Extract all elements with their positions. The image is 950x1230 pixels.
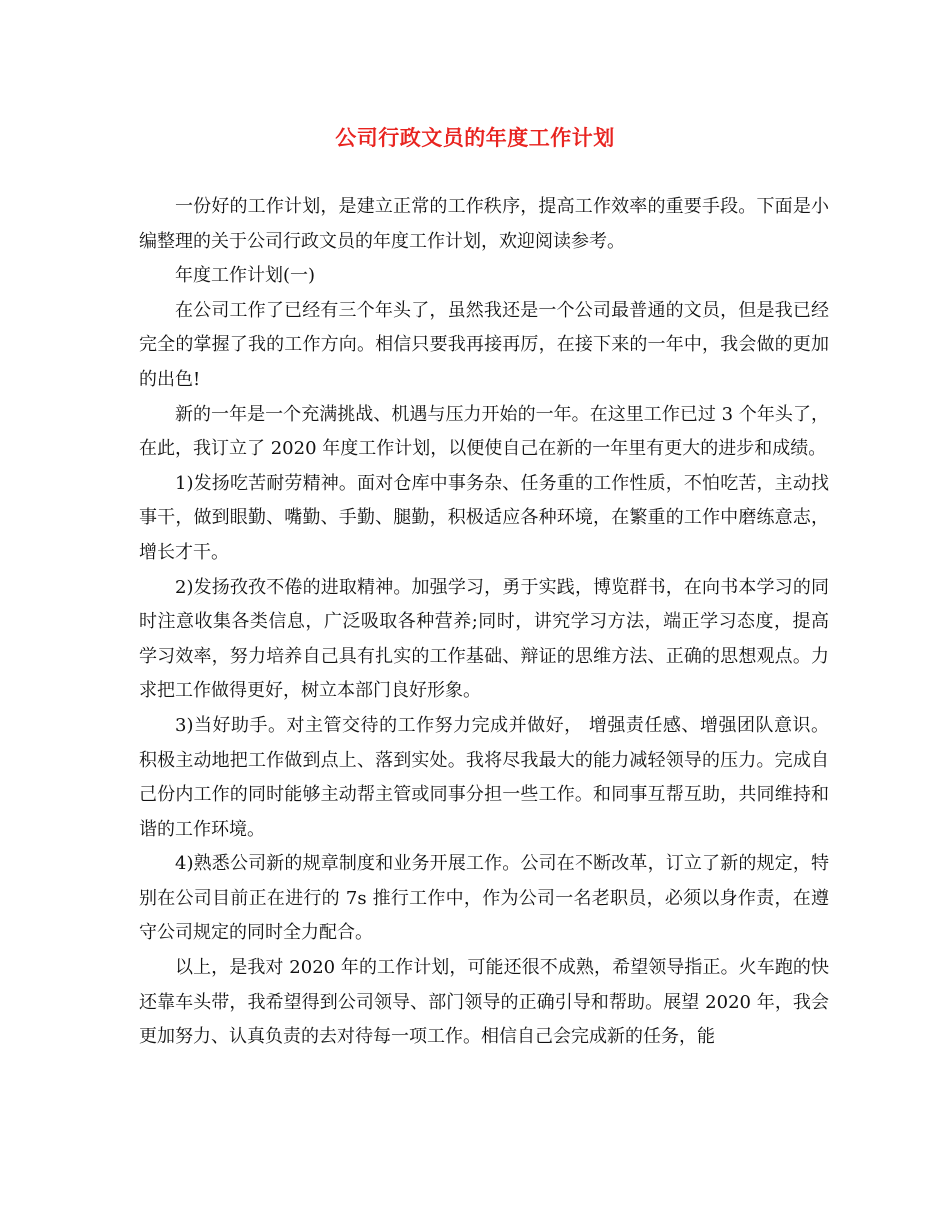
paragraph-item-3: 3)当好助手。对主管交待的工作努力完成并做好， 增强责任感、增强团队意识。积极主动地把工作做到点上、落到实处。我将尽我最大的能力减轻领导的压力。完成自己份内工作的同时能够主动帮主管或同事分担一些工作。和同事互帮互助，共同维持和谐的工作环境。: [139, 714, 829, 840]
intro-paragraph: 一份好的工作计划，是建立正常的工作秩序，提高工作效率的重要手段。下面是小编整理的关于公司行政文员的年度工作计划，欢迎阅读参考。: [139, 196, 829, 252]
document-body: [139, 190, 829, 1055]
paragraph-conclusion: 以上，是我对 2020 年的工作计划，可能还很不成熟，希望领导指正。火车跑的快还靠车头带，我希望得到公司领导、部门领导的正确引导和帮助。展望 2020 年，我会更加努力、认真负责的去对待每一项工作。相信自己会完成新的任务，能: [139, 957, 829, 1048]
paragraph-item-4: 4)熟悉公司新的规章制度和业务开展工作。公司在不断改革，订立了新的规定，特别在公司目前正在进行的 7s 推行工作中，作为公司一名老职员，必须以身作责，在遵守公司规定的同时全力配合。: [139, 853, 829, 944]
section-heading: 年度工作计划(一): [175, 265, 316, 287]
paragraph-item-2: 2)发扬孜孜不倦的进取精神。加强学习，勇于实践，博览群书，在向书本学习的同时注意收集各类信息，广泛吸取各种营养;同时，讲究学习方法，端正学习态度，提高学习效率，努力培养自己具有扎实的工作基础、辩证的思维方法、正确的思想观点。力求把工作做得更好，树立本部门良好形象。: [139, 576, 829, 702]
paragraph-new-year: 新的一年是一个充满挑战、机遇与压力开始的一年。在这里工作已过 3 个年头了，在此，我订立了 2020 年度工作计划，以便使自己在新的一年里有更大的进步和成绩。: [139, 403, 829, 460]
paragraph-experience: 在公司工作了已经有三个年头了，虽然我还是一个公司最普通的文员，但是我已经完全的掌握了我的工作方向。相信只要我再接再厉，在接下来的一年中，我会做的更加的出色!: [139, 299, 829, 390]
document-title: 公司行政文员的年度工作计划: [335, 125, 615, 150]
paragraph-item-1: 1)发扬吃苦耐劳精神。面对仓库中事务杂、任务重的工作性质，不怕吃苦，主动找事干，做到眼勤、嘴勤、手勤、腿勤，积极适应各种环境，在繁重的工作中磨练意志，增长才干。: [139, 472, 829, 563]
